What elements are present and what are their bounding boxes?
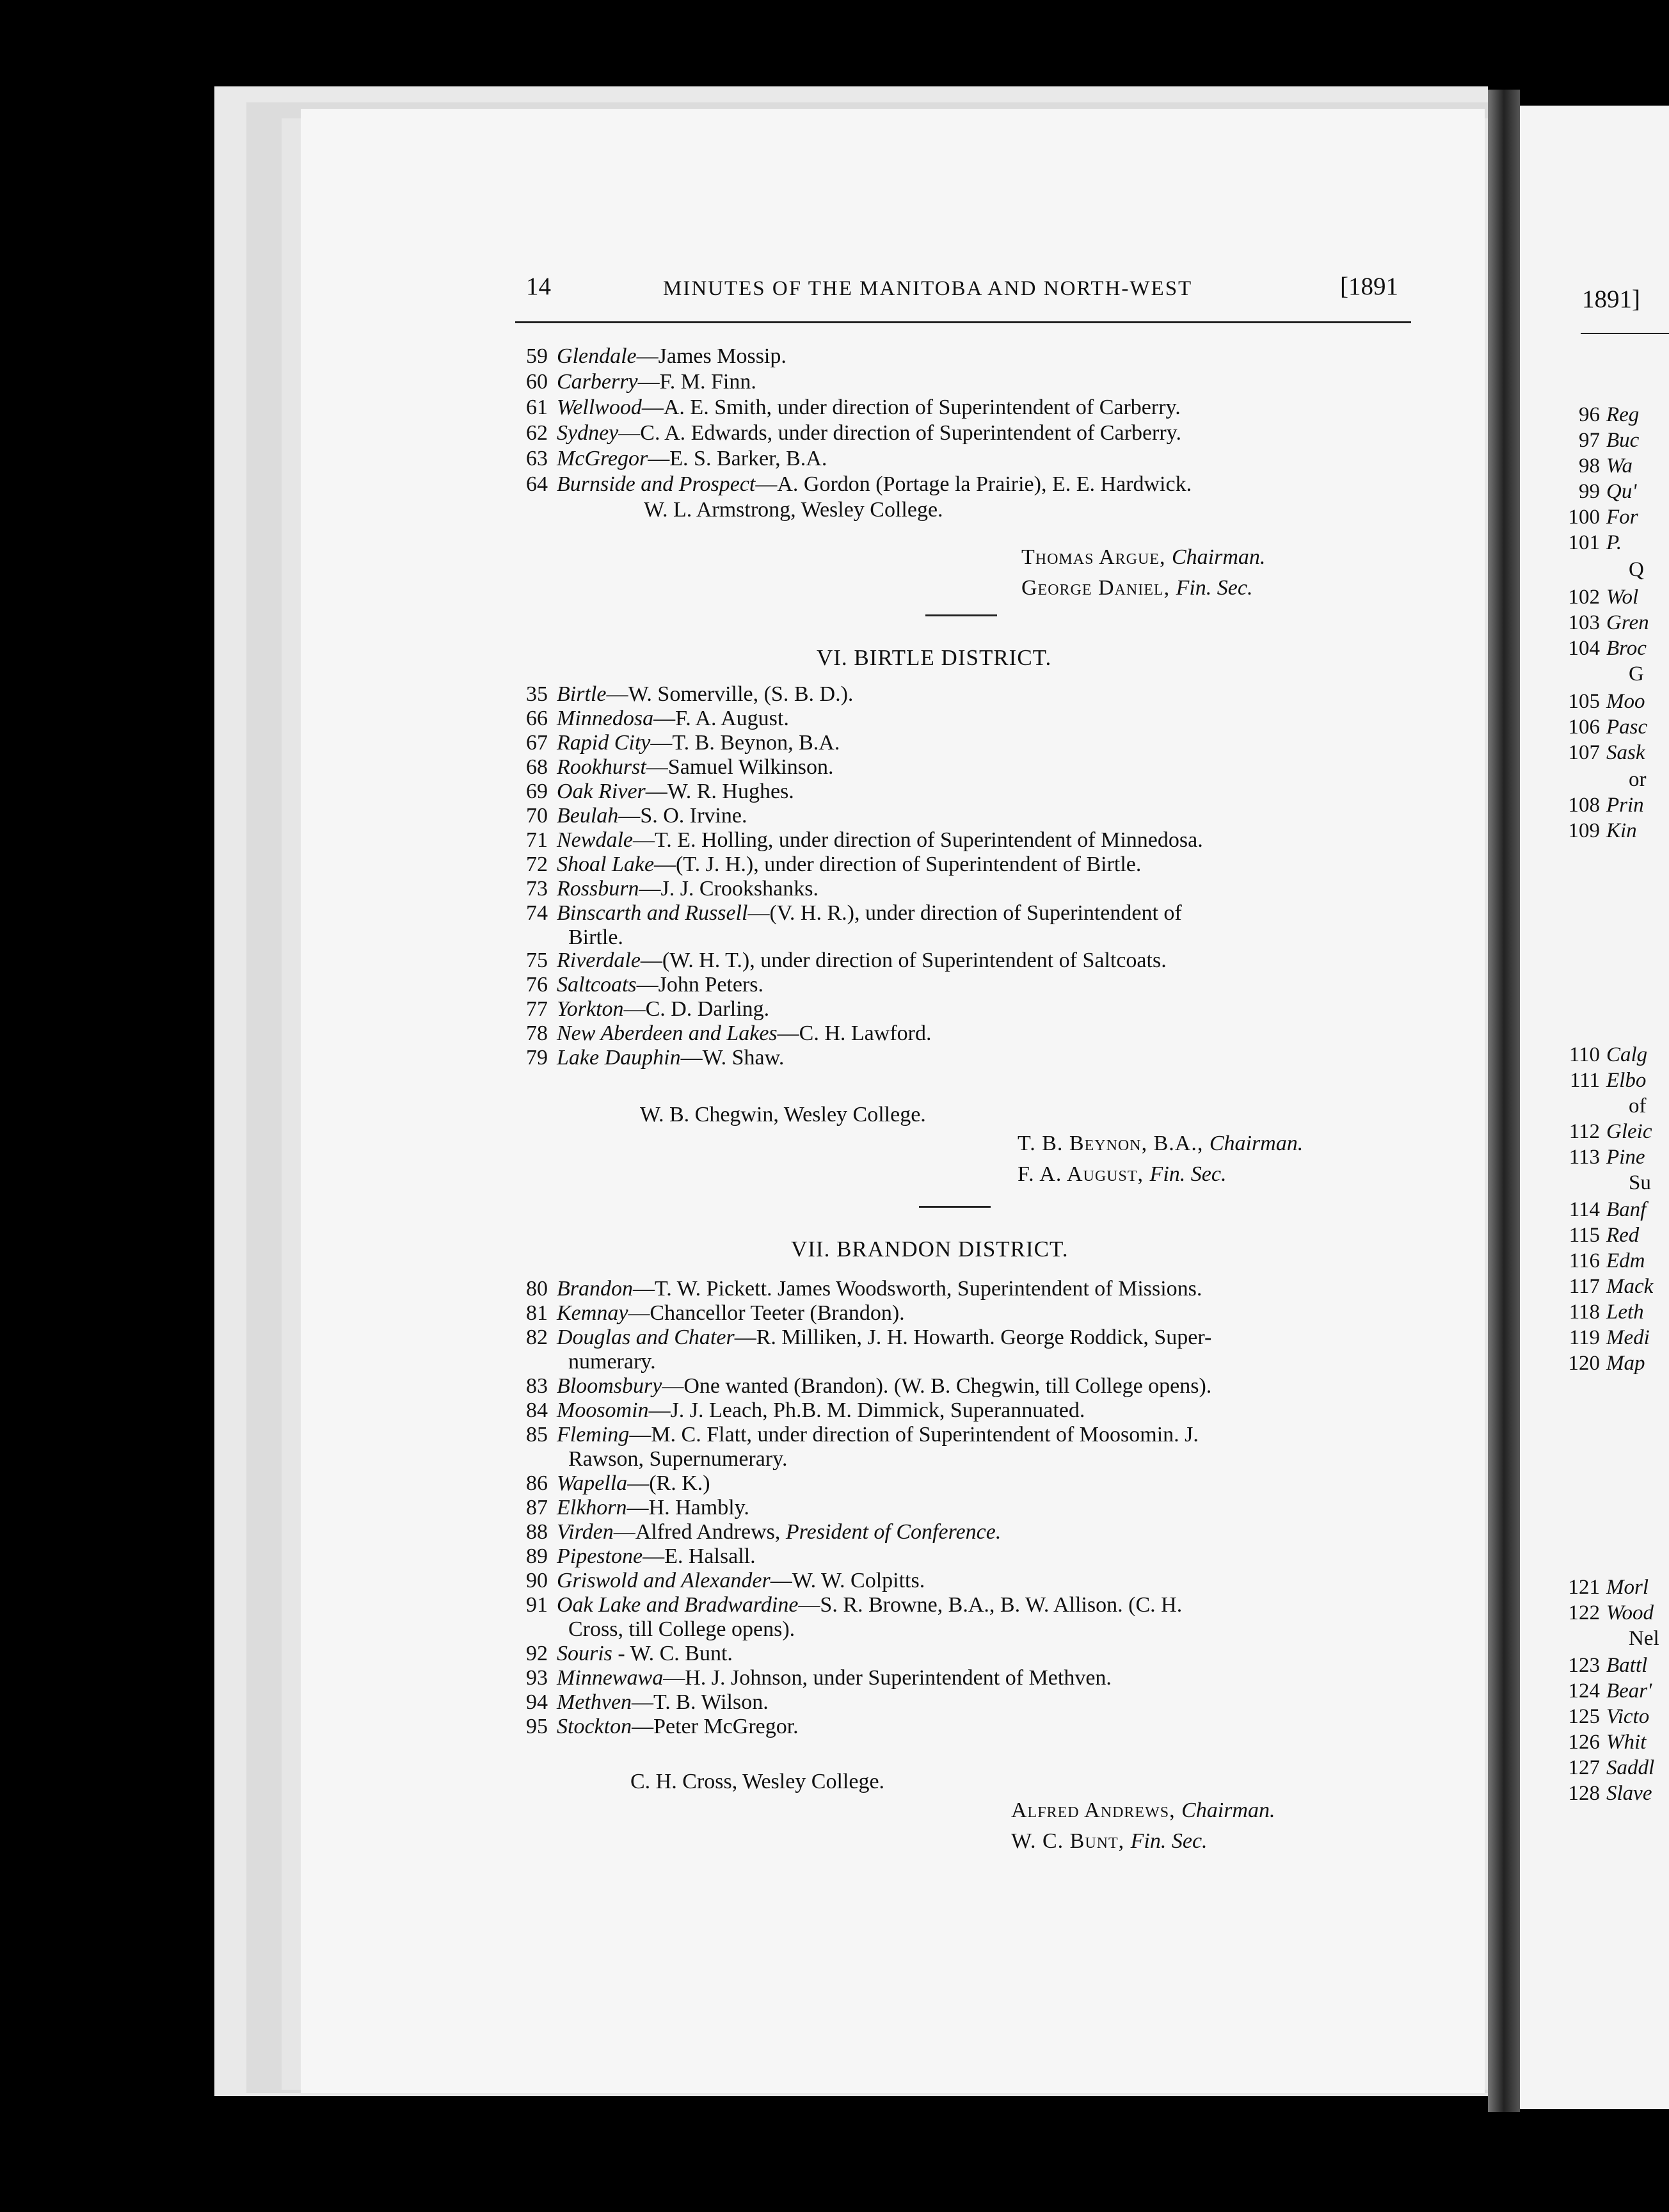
entry-text: —T. B. Wilson. [632, 1690, 769, 1714]
list-item [512, 1399, 1085, 1423]
list-item [512, 901, 1182, 926]
college-assignment: W. B. Chegwin, Wesley College. [640, 1103, 926, 1126]
circuit-name-fragment: Reg [1606, 403, 1640, 426]
entry-text: —H. J. Johnson, under Superintendent of Methven. [663, 1666, 1112, 1690]
entry-number: 72 [526, 853, 548, 876]
circuit-name: Shoal Lake [557, 853, 655, 876]
circuit-name-fragment: Map [1606, 1352, 1645, 1375]
circuit-name-fragment: Slave [1606, 1782, 1652, 1805]
continuation-fragment: Q [1629, 558, 1644, 581]
circuit-name: Griswold and Alexander [557, 1569, 771, 1592]
book-gutter [1488, 90, 1520, 2112]
list-item [512, 780, 794, 804]
circuit-name-fragment: Wa [1606, 454, 1633, 477]
list-item [512, 1544, 756, 1569]
entry-number: 123 [1568, 1654, 1600, 1677]
circuit-name-fragment: Red [1606, 1224, 1640, 1247]
list-item [512, 344, 787, 369]
right-page-rule [1581, 333, 1669, 334]
entry-number: 77 [526, 997, 548, 1021]
circuit-name-fragment: Wood [1606, 1601, 1654, 1624]
fin-sec-name: W. C. Bunt, [1011, 1829, 1131, 1853]
section-divider [919, 1206, 991, 1208]
circuit-name: Yorkton [557, 997, 624, 1021]
entry-number: 35 [526, 682, 548, 706]
entry-number: 107 [1568, 741, 1600, 764]
entry-number: 111 [1569, 1069, 1600, 1092]
circuit-name-fragment: Bear' [1606, 1679, 1652, 1703]
circuit-name: Saltcoats [557, 973, 637, 997]
continuation-fragment: of [1629, 1094, 1647, 1118]
circuit-name: Riverdale [557, 949, 641, 972]
fin-sec-name: F. A. August, [1018, 1162, 1150, 1186]
entry-number: 93 [526, 1666, 548, 1690]
entry-number: 104 [1568, 637, 1600, 660]
entry-number: 66 [526, 707, 548, 730]
entry-text: —James Mossip. [636, 344, 787, 368]
fin-sec-role: Fin. Sec. [1130, 1829, 1208, 1853]
circuit-name: Birtle [557, 682, 607, 706]
page-number: 14 [526, 273, 551, 300]
circuit-name-fragment: Qu' [1606, 480, 1637, 503]
circuit-name-fragment: Morl [1606, 1576, 1649, 1599]
entry-text: —F. A. August. [653, 707, 789, 730]
entry-text: Cross, till College opens). [568, 1617, 795, 1641]
circuit-name-fragment: Gleic [1606, 1120, 1652, 1143]
circuit-name: Minnewawa [557, 1666, 664, 1690]
list-item [512, 1593, 1182, 1617]
circuit-name: Rookhurst [557, 755, 646, 779]
fin-sec-role: Fin. Sec. [1176, 576, 1253, 600]
entry-number: 109 [1568, 819, 1600, 842]
circuit-name: Rapid City [557, 731, 651, 755]
entry-number: 63 [526, 447, 548, 470]
list-item [512, 370, 756, 394]
entry-number: 96 [1579, 403, 1600, 426]
continuation-fragment: Su [1629, 1171, 1651, 1194]
entry-number: 80 [526, 1277, 548, 1301]
circuit-name: Newdale [557, 828, 633, 852]
entry-number: 118 [1569, 1301, 1600, 1324]
circuit-name-fragment: Wol [1606, 586, 1639, 609]
entry-text: —C. D. Darling. [623, 997, 770, 1021]
list-item [512, 1520, 1001, 1544]
entry-text: —M. C. Flatt, under direction of Superintendent of Moosomin. J. [629, 1423, 1199, 1447]
entry-text: Rawson, Supernumerary. [568, 1447, 788, 1471]
entry-number: 82 [526, 1326, 548, 1349]
circuit-name: Lake Dauphin [557, 1046, 681, 1070]
circuit-name: Moosomin [557, 1399, 649, 1422]
circuit-name-fragment: Buc [1606, 429, 1640, 452]
entry-text: —W. Somerville, (S. B. D.). [606, 682, 854, 706]
entry-number: 64 [526, 472, 548, 496]
entry-text: —T. E. Holling, under direction of Superintendent of Minnedosa. [632, 828, 1203, 852]
entry-number: 122 [1568, 1601, 1600, 1624]
chairman-role: Chairman. [1209, 1132, 1304, 1155]
running-title: MINUTES OF THE MANITOBA AND NORTH-WEST [663, 277, 1193, 300]
list-item [512, 1326, 1211, 1350]
circuit-name-fragment: Broc [1606, 637, 1647, 660]
entry-text: —A. E. Smith, under direction of Superintendent of Carberry. [641, 396, 1181, 419]
entry-text: —W. R. Hughes. [645, 780, 794, 803]
entry-number: 106 [1568, 716, 1600, 739]
entry-text: —Chancellor Teeter (Brandon). [628, 1301, 905, 1325]
circuit-name-fragment: Prin [1606, 794, 1644, 817]
chairman-signature [1018, 1132, 1303, 1156]
circuit-name: Oak River [557, 780, 646, 803]
circuit-name-fragment: Kin [1606, 819, 1637, 842]
entry-number: 85 [526, 1423, 548, 1447]
list-item [512, 755, 833, 780]
entry-number: 59 [526, 344, 548, 368]
entry-number: 112 [1569, 1120, 1600, 1143]
entry-number: 92 [526, 1642, 548, 1665]
list-item [512, 1715, 799, 1739]
list-item [512, 731, 840, 755]
entry-text: —One wanted (Brandon). (W. B. Chegwin, till College opens). [662, 1374, 1212, 1398]
fin-sec-signature [1021, 576, 1252, 600]
right-page-year: 1891] [1582, 285, 1640, 313]
entry-number: 125 [1568, 1705, 1600, 1728]
entry-number: 124 [1568, 1679, 1600, 1703]
circuit-name-fragment: Victo [1606, 1705, 1650, 1728]
section-divider [925, 614, 997, 616]
circuit-name-fragment: Battl [1606, 1654, 1648, 1677]
list-item [512, 1471, 710, 1496]
entry-number: 98 [1579, 454, 1600, 477]
list-item [512, 853, 1141, 877]
district-heading: VI. BIRTLE DISTRICT. [817, 645, 1052, 670]
list-item [512, 707, 789, 731]
circuit-name: Brandon [557, 1277, 633, 1301]
list-item [512, 828, 1203, 853]
circuit-name: Fleming [557, 1423, 630, 1447]
entry-number: 60 [526, 370, 548, 394]
list-item [512, 1374, 1211, 1399]
entry-number: 73 [526, 877, 548, 901]
fin-sec-name: George Daniel, [1021, 576, 1176, 600]
entry-text: —(W. H. T.), under direction of Superintendent of Saltcoats. [640, 949, 1167, 972]
entry-text: —Alfred Andrews, [613, 1520, 786, 1544]
entry-number: 127 [1568, 1756, 1600, 1779]
entry-number: 110 [1569, 1043, 1600, 1066]
circuit-name-fragment: Saddl [1606, 1756, 1655, 1779]
entry-number: 76 [526, 973, 548, 997]
entry-text: —F. M. Finn. [637, 370, 756, 394]
entry-number: 113 [1569, 1146, 1600, 1169]
list-item [512, 1350, 656, 1374]
circuit-name-fragment: Elbo [1606, 1069, 1647, 1092]
circuit-name: Pipestone [557, 1544, 643, 1568]
circuit-name: Virden [557, 1520, 614, 1544]
circuit-name: Souris [557, 1642, 612, 1665]
entry-number: 117 [1569, 1275, 1600, 1298]
circuit-name: Oak Lake and Bradwardine [557, 1593, 799, 1617]
header-rule [515, 321, 1411, 323]
circuit-name: Stockton [557, 1715, 632, 1738]
circuit-name: Wapella [557, 1471, 628, 1495]
entry-number: 103 [1568, 611, 1600, 634]
list-item [512, 1617, 795, 1642]
entry-number: 126 [1568, 1731, 1600, 1754]
fin-sec-signature [1011, 1829, 1208, 1854]
list-item [512, 447, 827, 471]
entry-number: 94 [526, 1690, 548, 1714]
entry-number: 95 [526, 1715, 548, 1738]
entry-number: 87 [526, 1496, 548, 1519]
entry-text: —(V. H. R.), under direction of Superintendent of [747, 901, 1182, 925]
list-item [512, 1496, 749, 1520]
continuation-fragment: G [1629, 662, 1644, 685]
entry-number: 89 [526, 1544, 548, 1568]
circuit-name: Wellwood [557, 396, 642, 419]
list-item [512, 1046, 784, 1070]
entry-number: 68 [526, 755, 548, 779]
entry-text: —A. Gordon (Portage la Prairie), E. E. Hardwick. [755, 472, 1192, 496]
entry-number: 67 [526, 731, 548, 755]
entry-number: 116 [1569, 1249, 1600, 1272]
entry-text: —S. R. Browne, B.A., B. W. Allison. (C. H. [798, 1593, 1183, 1617]
entry-text: —S. O. Irvine. [618, 804, 747, 828]
chairman-role: Chairman. [1181, 1799, 1275, 1822]
circuit-name: Rossburn [557, 877, 639, 901]
list-item [512, 926, 623, 950]
list-item [512, 1690, 769, 1715]
entry-number: 99 [1579, 480, 1600, 503]
list-item [512, 1447, 787, 1471]
entry-text: —Peter McGregor. [632, 1715, 799, 1738]
circuit-name-fragment: Gren [1606, 611, 1649, 634]
entry-number: 100 [1568, 506, 1600, 529]
entry-number: 78 [526, 1022, 548, 1045]
fin-sec-role: Fin. Sec. [1149, 1162, 1227, 1186]
list-item [512, 1022, 931, 1046]
college-assignment: C. H. Cross, Wesley College. [630, 1770, 885, 1793]
circuit-name-fragment: Moo [1606, 690, 1645, 713]
entry-text: —W. W. Colpitts. [770, 1569, 925, 1592]
circuit-name: Douglas and Chater [557, 1326, 735, 1349]
header-year: [1891 [1340, 273, 1398, 300]
entry-text: —Samuel Wilkinson. [646, 755, 834, 779]
entry-number: 83 [526, 1374, 548, 1398]
entry-text: —(R. K.) [627, 1471, 710, 1495]
entry-text: —R. Milliken, J. H. Howarth. George Roddick, Super- [734, 1326, 1212, 1349]
circuit-name-fragment: Medi [1606, 1326, 1650, 1349]
entry-number: 81 [526, 1301, 548, 1325]
list-item [512, 472, 1192, 497]
chairman-name: Thomas Argue, [1021, 545, 1172, 569]
circuit-name-fragment: Whit [1606, 1731, 1647, 1754]
entry-number: 84 [526, 1399, 548, 1422]
circuit-name: Burnside and Prospect [557, 472, 756, 496]
fin-sec-signature [1018, 1162, 1226, 1187]
list-item [512, 1301, 905, 1326]
entry-number: 120 [1568, 1352, 1600, 1375]
entry-text: —T. W. Pickett. James Woodsworth, Superintendent of Missions. [633, 1277, 1202, 1301]
circuit-name: McGregor [557, 447, 648, 470]
circuit-name: Methven [557, 1690, 632, 1714]
entry-number: 115 [1569, 1224, 1600, 1247]
college-assignment: W. L. Armstrong, Wesley College. [644, 498, 943, 522]
circuit-name: Minnedosa [557, 707, 654, 730]
circuit-name-fragment: Edm [1606, 1249, 1645, 1272]
circuit-name: Carberry [557, 370, 638, 394]
entry-number: 128 [1568, 1782, 1600, 1805]
entry-text: —C. A. Edwards, under direction of Superintendent of Carberry. [618, 421, 1181, 445]
entry-number: 102 [1568, 586, 1600, 609]
entry-text: —E. Halsall. [643, 1544, 756, 1568]
list-item [512, 396, 1181, 420]
list-item [512, 804, 747, 828]
circuit-name-fragment: Banf [1606, 1198, 1647, 1221]
entry-number: 69 [526, 780, 548, 803]
chairman-name: Alfred Andrews, [1011, 1799, 1182, 1822]
entry-number: 61 [526, 396, 548, 419]
list-item [512, 1277, 1202, 1301]
entry-text: —J. J. Crookshanks. [639, 877, 819, 901]
continuation-fragment: Nel [1629, 1627, 1659, 1650]
entry-number: 62 [526, 421, 548, 445]
entry-number: 105 [1568, 690, 1600, 713]
list-item [512, 877, 819, 901]
entry-text: —E. S. Barker, B.A. [648, 447, 827, 470]
circuit-name: Beulah [557, 804, 619, 828]
circuit-name-fragment: Leth [1606, 1301, 1644, 1324]
circuit-name-fragment: Sask [1606, 741, 1645, 764]
chairman-role: Chairman. [1171, 545, 1266, 569]
entry-number: 108 [1568, 794, 1600, 817]
entry-number: 79 [526, 1046, 548, 1070]
continuation-fragment: or [1629, 768, 1647, 791]
circuit-name-fragment: Pasc [1606, 716, 1648, 739]
entry-number: 114 [1569, 1198, 1600, 1221]
circuit-name-fragment: For [1606, 506, 1638, 529]
list-item [512, 949, 1167, 973]
circuit-name: Bloomsbury [557, 1374, 662, 1398]
entry-text: —John Peters. [636, 973, 763, 997]
entry-text: numerary. [568, 1350, 656, 1374]
chairman-signature [1011, 1799, 1275, 1823]
list-item [512, 682, 853, 707]
list-item [512, 421, 1181, 445]
entry-text: —H. Hambly. [627, 1496, 749, 1519]
entry-text: —C. H. Lawford. [777, 1022, 932, 1045]
entry-number: 70 [526, 804, 548, 828]
list-item [512, 1423, 1199, 1447]
list-item [512, 1569, 925, 1593]
entry-number: 88 [526, 1520, 548, 1544]
circuit-name: New Aberdeen and Lakes [557, 1022, 778, 1045]
entry-text: —(T. J. H.), under direction of Superintendent of Birtle. [654, 853, 1142, 876]
entry-number: 71 [526, 828, 548, 852]
entry-number: 101 [1568, 531, 1600, 554]
entry-italic-note: President of Conference. [785, 1520, 1002, 1544]
list-item [512, 973, 763, 997]
entry-number: 74 [526, 901, 548, 925]
entry-number: 97 [1579, 429, 1600, 452]
list-item [512, 1642, 733, 1666]
list-item [512, 997, 769, 1022]
circuit-name-fragment: P. [1606, 531, 1622, 554]
circuit-name: Elkhorn [557, 1496, 627, 1519]
circuit-name: Glendale [557, 344, 637, 368]
chairman-signature [1021, 545, 1265, 570]
entry-text: - W. C. Bunt. [612, 1642, 733, 1665]
chairman-name: T. B. Beynon, B.A., [1018, 1132, 1210, 1155]
circuit-name-fragment: Mack [1606, 1275, 1654, 1298]
entry-text: —T. B. Beynon, B.A. [650, 731, 840, 755]
entry-number: 91 [526, 1593, 548, 1617]
circuit-name-fragment: Pine [1606, 1146, 1645, 1169]
circuit-name-fragment: Calg [1606, 1043, 1648, 1066]
entry-number: 119 [1569, 1326, 1600, 1349]
entry-text: —J. J. Leach, Ph.B. M. Dimmick, Superannuated. [648, 1399, 1085, 1422]
entry-number: 86 [526, 1471, 548, 1495]
entry-text: —W. Shaw. [680, 1046, 785, 1070]
circuit-name: Binscarth and Russell [557, 901, 748, 925]
list-item [512, 1666, 1112, 1690]
entry-number: 75 [526, 949, 548, 972]
circuit-name: Kemnay [557, 1301, 628, 1325]
district-heading: VII. BRANDON DISTRICT. [791, 1237, 1069, 1262]
circuit-name: Sydney [557, 421, 619, 445]
entry-number: 90 [526, 1569, 548, 1592]
entry-number: 121 [1568, 1576, 1600, 1599]
entry-text: Birtle. [568, 926, 623, 949]
